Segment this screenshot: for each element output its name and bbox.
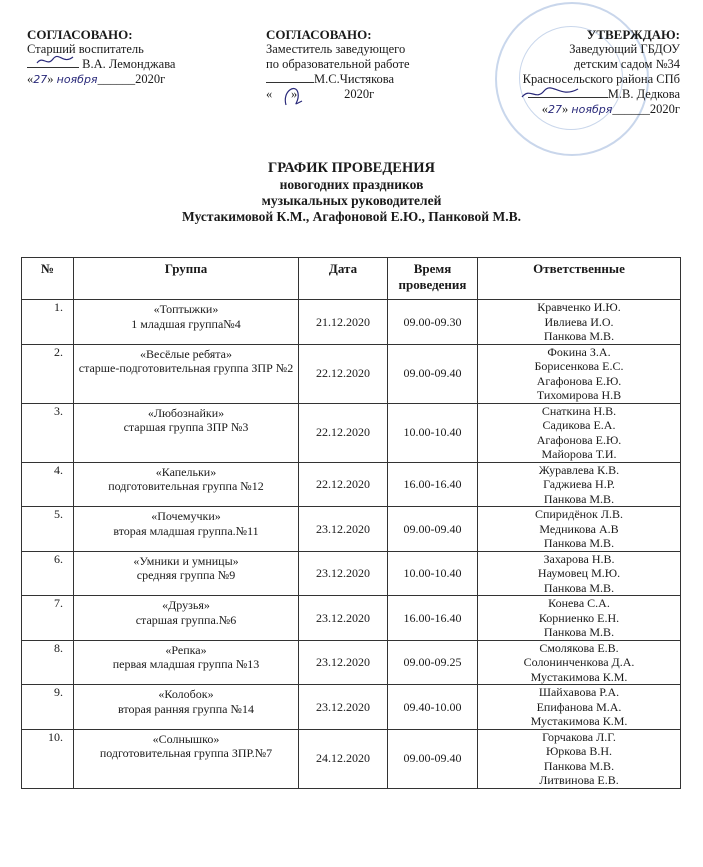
- row-number: [22, 344, 74, 403]
- title-line-4: Мустакимовой К.М., Агафоновой Е.Ю., Панковой М.В.: [182, 209, 521, 224]
- table-row: [22, 685, 681, 730]
- row-date: 23.12.2020: [299, 507, 388, 552]
- table-header-row: [22, 258, 681, 300]
- responsible-person: Снаткина Н.В.: [541, 403, 617, 418]
- row-group: [74, 507, 299, 552]
- group-name: «Топтыжки»: [153, 302, 219, 316]
- schedule-table-body: [22, 300, 681, 789]
- title-line-3: музыкальных руководителей: [261, 193, 442, 208]
- group-description: старше-подготовительная группа ЗПР №2: [78, 361, 294, 375]
- row-date: 24.12.2020: [299, 729, 388, 788]
- signature-scribble: [278, 81, 308, 109]
- row-number-text: 2.: [54, 344, 63, 359]
- header-date: Дата: [299, 258, 388, 300]
- group-name: «Любознайки»: [147, 405, 225, 420]
- table-row: [22, 462, 681, 507]
- approval-signer: М.В. Дедкова: [607, 87, 680, 101]
- row-number: [22, 300, 74, 345]
- responsible-person: Панкова М.В.: [543, 536, 615, 550]
- approval-date: «27» ноября______2020г: [541, 102, 680, 116]
- row-time: 09.00-09.40: [388, 729, 478, 788]
- group-description: первая младшая группа №13: [112, 657, 260, 671]
- row-number-text: 5.: [54, 507, 63, 521]
- row-responsible: [478, 344, 681, 403]
- row-date: 23.12.2020: [299, 685, 388, 730]
- header-responsible: Ответственные: [478, 258, 681, 300]
- group-description: старшая группа ЗПР №3: [123, 420, 249, 434]
- responsible-person: Корниенко Е.Н.: [538, 610, 620, 625]
- row-responsible: [478, 685, 681, 730]
- approval-heading: УТВЕРЖДАЮ:: [586, 27, 680, 42]
- document-title: [0, 160, 703, 225]
- responsible-person: Журавлева К.В.: [538, 462, 620, 477]
- table-row: [22, 640, 681, 685]
- responsible-person: Панкова М.В.: [543, 625, 615, 639]
- approval-position: Заместитель заведующего: [266, 42, 406, 56]
- row-responsible: [478, 507, 681, 552]
- approval-position: Старший воспитатель: [27, 42, 144, 56]
- row-number-text: 9.: [54, 685, 63, 699]
- title-line-1: ГРАФИК ПРОВЕДЕНИЯ: [267, 160, 435, 176]
- row-time: 09.00-09.25: [388, 640, 478, 685]
- approval-position: Заведующий ГБДОУ: [569, 42, 680, 56]
- row-date: 22.12.2020: [299, 462, 388, 507]
- row-date: 23.12.2020: [299, 640, 388, 685]
- responsible-person: Мустакимова К.М.: [530, 714, 628, 728]
- handwritten-day: 27: [33, 73, 48, 86]
- responsible-person: Медникова А.В: [539, 521, 619, 536]
- row-number: [22, 551, 74, 596]
- responsible-person: Солонинченкова Д.А.: [523, 655, 635, 669]
- group-description: средняя группа №9: [136, 568, 236, 582]
- responsible-person: Панкова М.В.: [543, 491, 615, 506]
- row-number-text: 6.: [54, 551, 63, 566]
- row-responsible: [478, 640, 681, 685]
- group-name: «Весёлые ребята»: [139, 346, 233, 361]
- responsible-person: Захарова Н.В.: [543, 551, 615, 566]
- responsible-person: Наумовец М.Ю.: [537, 566, 621, 580]
- approval-senior-educator: [27, 27, 242, 87]
- responsible-person: Фокина З.А.: [547, 344, 611, 359]
- approval-position-3: Красносельского района СПб: [522, 72, 680, 86]
- approval-head: [480, 27, 680, 117]
- row-group: [74, 640, 299, 685]
- row-responsible: [478, 596, 681, 641]
- table-row: [22, 596, 681, 641]
- row-time: 09.40-10.00: [388, 685, 478, 730]
- row-date: 23.12.2020: [299, 596, 388, 641]
- row-date: 23.12.2020: [299, 551, 388, 596]
- row-responsible: [478, 729, 681, 788]
- row-number: [22, 640, 74, 685]
- approval-position-2: по образовательной работе: [266, 57, 410, 71]
- row-date: 22.12.2020: [299, 344, 388, 403]
- row-time: 09.00-09.40: [388, 344, 478, 403]
- table-row: [22, 300, 681, 345]
- row-number-text: 8.: [54, 640, 63, 655]
- approval-date: « » 2020г: [266, 87, 476, 102]
- responsible-person: Шайхавова Р.А.: [538, 685, 620, 699]
- handwritten-month: ноября: [56, 73, 98, 86]
- responsible-person: Кравченко И.Ю.: [537, 300, 621, 314]
- row-group: [74, 596, 299, 641]
- header-num: №: [22, 258, 74, 300]
- table-row: [22, 403, 681, 462]
- row-date: 21.12.2020: [299, 300, 388, 345]
- row-number: [22, 729, 74, 788]
- responsible-person: Литвинова Е.В.: [539, 773, 619, 787]
- approval-signature-line: [27, 57, 242, 72]
- responsible-person: Смолякова Е.В.: [539, 640, 619, 655]
- group-description: 1 младшая группа№4: [131, 316, 241, 331]
- responsible-person: Спиридёнок Л.В.: [534, 507, 624, 521]
- approval-signer: В.А. Лемонджава: [82, 57, 176, 71]
- row-group: [74, 300, 299, 345]
- table-row: [22, 551, 681, 596]
- handwritten-day: 27: [548, 103, 563, 116]
- responsible-person: Садикова Е.А.: [542, 418, 616, 432]
- responsible-person: Панкова М.В.: [543, 580, 615, 595]
- row-group: [74, 729, 299, 788]
- approval-heading: СОГЛАСОВАНО:: [27, 27, 133, 42]
- responsible-person: Епифанова М.А.: [536, 699, 622, 714]
- group-name: «Умники и умницы»: [133, 553, 239, 568]
- row-number: [22, 507, 74, 552]
- row-group: [74, 403, 299, 462]
- approval-heading: СОГЛАСОВАНО:: [266, 27, 372, 42]
- signature-scribble: [520, 85, 580, 103]
- row-responsible: [478, 300, 681, 345]
- responsible-person: Борисенкова Е.С.: [534, 359, 624, 373]
- row-time: 09.00-09.40: [388, 507, 478, 552]
- row-number: [22, 462, 74, 507]
- row-number-text: 1.: [54, 300, 63, 314]
- row-number-text: 3.: [54, 403, 63, 418]
- row-group: [74, 462, 299, 507]
- row-time: 16.00-16.40: [388, 462, 478, 507]
- group-description: подготовительная группа №12: [108, 479, 264, 493]
- row-number: [22, 596, 74, 641]
- table-row: [22, 344, 681, 403]
- row-responsible: [478, 462, 681, 507]
- group-name: «Репка»: [165, 642, 207, 657]
- row-time: 09.00-09.30: [388, 300, 478, 345]
- schedule-table: [21, 257, 681, 789]
- row-date: 22.12.2020: [299, 403, 388, 462]
- row-number: [22, 403, 74, 462]
- row-group: [74, 344, 299, 403]
- row-number-text: 4.: [54, 462, 63, 477]
- responsible-person: Горчакова Л.Г.: [542, 729, 616, 744]
- row-responsible: [478, 551, 681, 596]
- group-name: «Солнышко»: [152, 731, 220, 746]
- approval-position-2: детским садом №34: [574, 57, 680, 71]
- approval-date: «27» ноября______2020г: [27, 72, 166, 86]
- signature-scribble: [35, 53, 75, 69]
- table-row: [22, 507, 681, 552]
- group-name: «Почемучки»: [151, 509, 221, 523]
- responsible-person: Панкова М.В.: [543, 758, 615, 773]
- row-number-text: 7.: [54, 596, 63, 610]
- row-responsible: [478, 403, 681, 462]
- header-time: Время проведения: [388, 258, 478, 300]
- row-number: [22, 685, 74, 730]
- table-row: [22, 729, 681, 788]
- row-group: [74, 551, 299, 596]
- group-description: вторая ранняя группа №14: [118, 701, 254, 716]
- approval-signature-line: [480, 87, 680, 102]
- responsible-person: Агафонова Е.Ю.: [536, 373, 622, 388]
- responsible-person: Юркова В.Н.: [545, 744, 613, 758]
- responsible-person: Тихомирова Н.В: [536, 388, 622, 402]
- row-time: 10.00-10.40: [388, 403, 478, 462]
- handwritten-month: ноября: [571, 103, 613, 116]
- responsible-person: Мустакимова К.М.: [530, 669, 628, 684]
- responsible-person: Конева С.А.: [548, 596, 610, 610]
- header-group: Группа: [74, 258, 299, 300]
- row-group: [74, 685, 299, 730]
- group-description: старшая группа.№6: [135, 612, 237, 627]
- approval-deputy-head: [266, 27, 476, 102]
- row-time: 16.00-16.40: [388, 596, 478, 641]
- responsible-person: Панкова М.В.: [543, 329, 615, 343]
- row-number-text: 10.: [48, 729, 63, 744]
- group-description: подготовительная группа ЗПР.№7: [99, 746, 273, 760]
- row-time: 10.00-10.40: [388, 551, 478, 596]
- responsible-person: Майорова Т.И.: [541, 447, 617, 461]
- approval-signer: М.С.Чистякова: [314, 72, 395, 86]
- responsible-person: Ивлиева И.О.: [544, 314, 614, 329]
- title-line-2: новогодних праздников: [279, 177, 424, 192]
- group-name: «Колобок»: [158, 687, 214, 701]
- group-name: «Друзья»: [162, 598, 210, 612]
- responsible-person: Агафонова Е.Ю.: [536, 432, 622, 447]
- responsible-person: Гаджиева Н.Р.: [543, 477, 615, 491]
- group-name: «Капельки»: [155, 464, 217, 479]
- group-description: вторая младшая группа.№11: [113, 523, 259, 538]
